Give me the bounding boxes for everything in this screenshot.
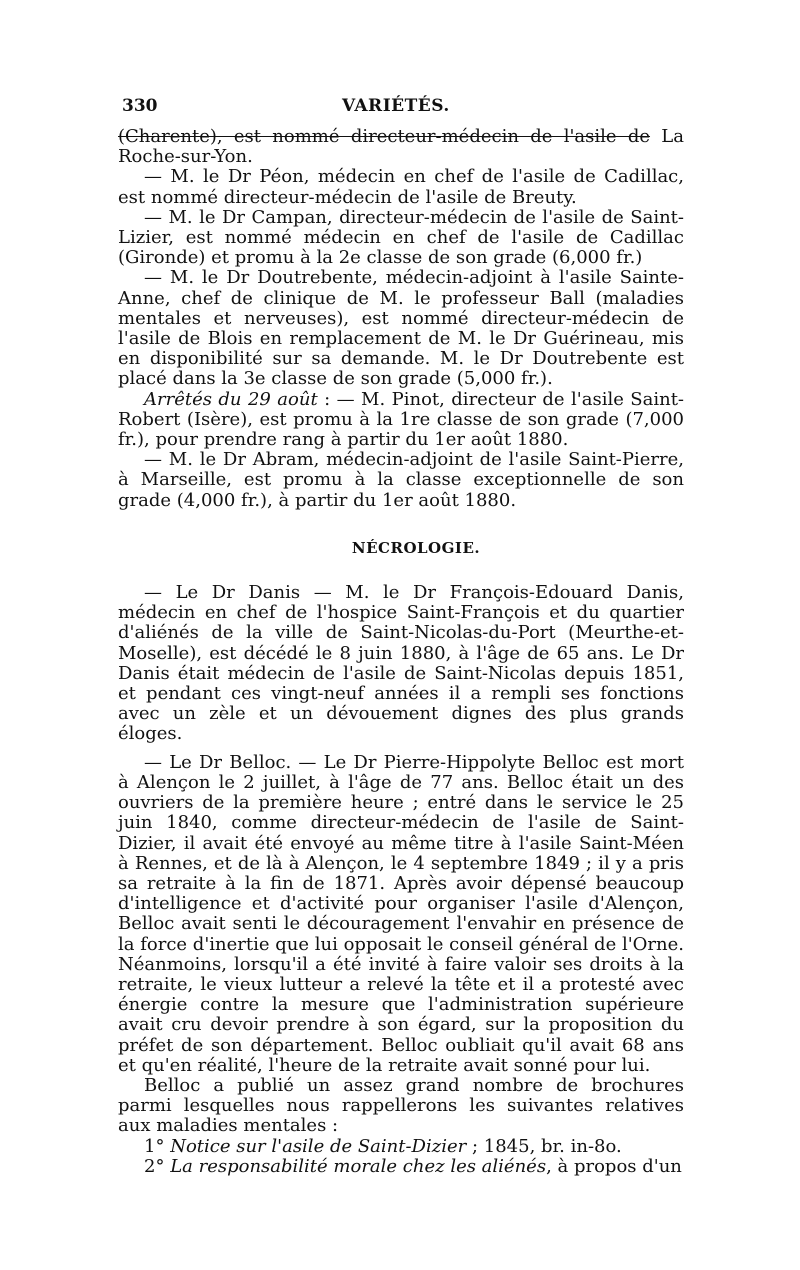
paragraph-peon: — M. le Dr Péon, médecin en chef de l'asile de Cadillac, est nommé directeur-médecin de l'asile de Breuty. bbox=[118, 166, 684, 208]
paragraph-text: ; 1845, br. in-8o. bbox=[466, 1135, 622, 1157]
paragraph-charente bbox=[118, 127, 684, 167]
paragraph-brochures: Belloc a publié un assez grand nombre de brochures parmi lesquelles nous rappellerons les suivantes relatives aux maladies mentales : bbox=[118, 1074, 684, 1137]
struck-text: (Charente), est nommé directeur-médecin de l'asile de bbox=[118, 126, 651, 147]
paragraph-text: La Roche-sur-Yon. bbox=[118, 126, 684, 168]
list-number: 2° bbox=[144, 1155, 171, 1177]
list-item-notice bbox=[118, 1137, 684, 1157]
arretes-date: Arrêtés du 29 août bbox=[144, 388, 318, 410]
paragraph-text: : — M. Pinot, directeur de l'asile Saint-Robert (Isère), est promu à la 1re classe de son grade (7,000 fr.), pour prendre rang à partir du 1er août 1880. bbox=[118, 388, 685, 451]
paragraph-abram: — M. le Dr Abram, médecin-adjoint de l'asile Saint-Pierre, à Marseille, est promu à la classe exceptionnelle de son grade (4,000 fr.), à partir du 1er août 1880. bbox=[118, 449, 684, 511]
section-heading-necrologie: NÉCROLOGIE. bbox=[351, 538, 481, 557]
paragraph-doutrebente: — M. le Dr Doutrebente, médecin-adjoint à l'asile Sainte-Anne, chef de clinique de M. le professeur Ball (maladies mentales et nerveuses), est nommé directeur-médecin de l'asile de Blois en remplacement de M. le Dr Guérineau, mis en disponibilité sur sa demande. M. le Dr Doutrebente est placé dans la 3e classe de son grade (5,000 fr.). bbox=[118, 267, 684, 390]
running-title: VARIÉTÉS. bbox=[342, 96, 450, 116]
work-title: La responsabilité morale chez les aliénés bbox=[170, 1155, 547, 1177]
body-text bbox=[118, 127, 684, 1177]
list-number: 1° bbox=[144, 1135, 171, 1157]
paragraph-danis: — Le Dr Danis — M. le Dr François-Edouard Danis, médecin en chef de l'hospice Saint-François et du quartier d'aliénés de la ville de Saint-Nicolas-du-Port (Meurthe-et-Moselle), est décédé le 8 juin 1880, à l'âge de 65 ans. Le Dr Danis était médecin de l'asile de Saint-Nicolas depuis 1851, et pendant ces vingt-neuf années il a rempli ses fonctions avec un zèle et un dévouement dignes des plus grands éloges. bbox=[118, 582, 684, 745]
paragraph-campan: — M. le Dr Campan, directeur-médecin de l'asile de Saint-Lizier, est nommé médecin en chef de l'asile de Cadillac (Gironde) et promu à la 2e classe de son grade (6,000 fr.) bbox=[118, 206, 684, 269]
work-title: Notice sur l'asile de Saint-Dizier bbox=[170, 1135, 467, 1157]
paragraph-belloc: — Le Dr Belloc. — Le Dr Pierre-Hippolyte Belloc est mort à Alençon le 2 juillet, à l'âge de 77 ans. Belloc était un des ouvriers de la première heure ; entré dans le service le 25 juin 1840, comme directeur-médecin de l'asile de Saint-Dizier, il avait été envoyé au même titre à l'asile Saint-Méen à Rennes, et de là à Alençon, le 4 septembre 1849 ; il y a pris sa retraite à la fin de 1871. Après avoir dépensé beaucoup d'intelligence et d'activité pour organiser l'asile d'Alençon, Belloc avait senti le découragement l'envahir en présence de la force d'inertie que lui opposait le conseil général de l'Orne. Néanmoins, lorsqu'il a été invité à faire valoir ses droits à la retraite, le vieux lutteur a relevé la tête et il a protesté avec énergie contre la mesure que l'administration supérieure avait cru devoir prendre à son égard, sur la proposition du préfet de son département. Belloc oubliait qu'il avait 68 ans et qu'en réalité, l'heure de la retraite avait sonné pour lui. bbox=[118, 751, 684, 1076]
page-number: 330 bbox=[122, 96, 158, 116]
list-item-responsabilite bbox=[118, 1157, 684, 1177]
page-header bbox=[122, 96, 684, 120]
paragraph-arretes bbox=[118, 390, 684, 451]
paragraph-text: , à propos d'un bbox=[546, 1155, 682, 1177]
